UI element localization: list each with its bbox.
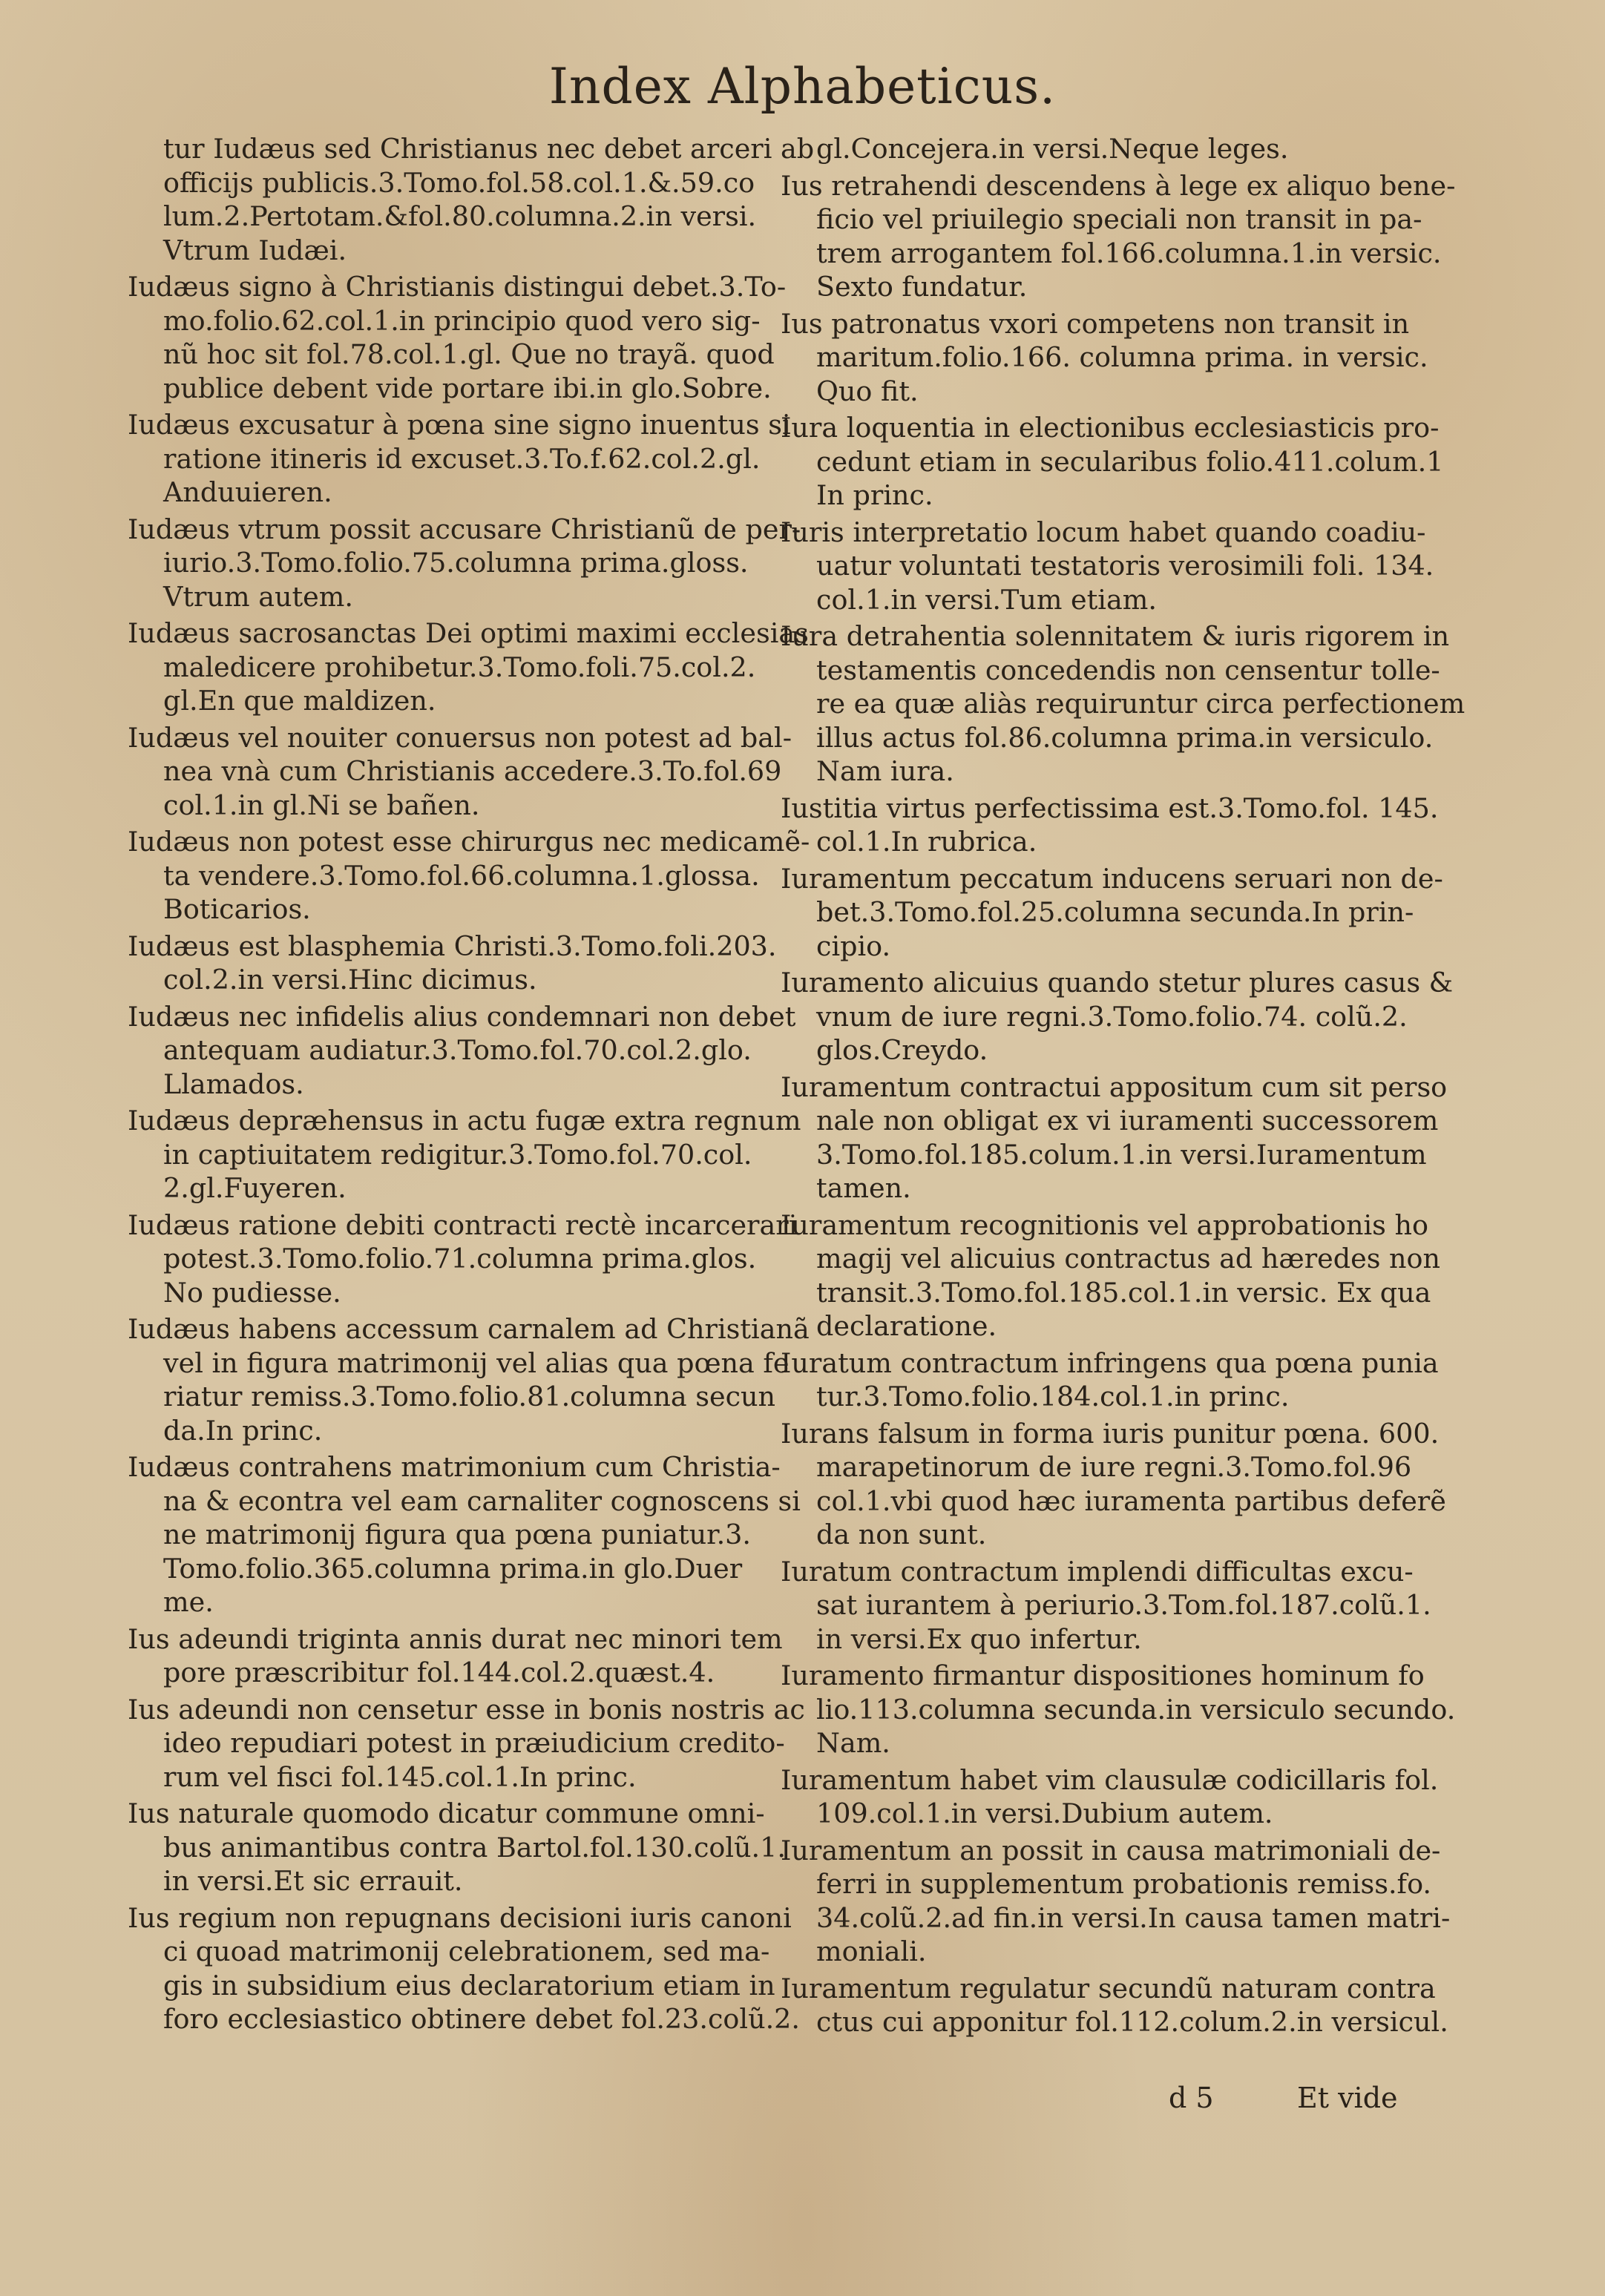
entry-line: ficio vel priuilegio speciali non transit in pa- [816, 203, 1422, 235]
entry-line: Vtrum autem. [163, 580, 353, 613]
entry-line: Iuramento alicuius quando stetur plures casus & [781, 967, 1454, 999]
entry-line: publice debent vide portare ibi.in glo.Sobre. [163, 372, 772, 404]
entry-line: Iudæus habens accessum carnalem ad Christianã [128, 1313, 810, 1345]
entry-line: marapetinorum de iure regni.3.Tomo.fol.96 [816, 1451, 1412, 1483]
index-entry [128, 1450, 801, 1619]
entry-line: antequam audiatur.3.Tomo.fol.70.col.2.glo. [163, 1034, 752, 1066]
entry-line: ctus cui apponitur fol.112.colum.2.in versicul. [816, 2006, 1448, 2038]
entry-line: tamen. [816, 1172, 911, 1204]
entry-line: col.1.vbi quod hæc iuramenta partibus deferẽ [816, 1484, 1446, 1517]
entry-line: bus animantibus contra Bartol.fol.130.colũ.1. [163, 1831, 786, 1864]
left-column [128, 132, 815, 2039]
entry-line: rum vel fisci fol.145.col.1.In princ. [163, 1760, 637, 1793]
index-entry [128, 408, 791, 510]
entry-line: Ius retrahendi descendens à lege ex aliquo bene- [781, 169, 1456, 202]
index-entry [128, 616, 809, 718]
index-entry [781, 1972, 1448, 2039]
index-entry [781, 411, 1444, 513]
entry-line: vel in figura matrimonij vel alias qua pœna fe [163, 1346, 790, 1379]
entry-line: in versi.Ex quo infertur. [816, 1622, 1142, 1655]
entry-line: vnum de iure regni.3.Tomo.folio.74. colũ.2. [816, 1000, 1408, 1033]
entry-line: nale non obligat ex vi iuramenti successorem [816, 1105, 1439, 1137]
entry-line: Ius patronatus vxori competens non transit in [781, 307, 1410, 340]
entry-line: Anduuieren. [163, 476, 332, 508]
index-entry [781, 1555, 1431, 1657]
index-entry [128, 1104, 801, 1205]
entry-line: bet.3.Tomo.fol.25.columna secunda.In prin- [816, 896, 1414, 928]
entry-line: Tomo.folio.365.columna prima.in glo.Duer [163, 1552, 743, 1585]
entry-line: illus actus fol.86.columna prima.in versiculo. [816, 721, 1434, 754]
index-entry [781, 1070, 1448, 1205]
entry-line: mo.folio.62.col.1.in principio quod vero sig- [163, 304, 761, 337]
entry-line: ferri in supplementum probationis remiss.fo. [816, 1868, 1432, 1900]
index-entry [128, 1797, 786, 1898]
entry-line: in captiuitatem redigitur.3.Tomo.fol.70.col. [163, 1138, 752, 1171]
index-entry [128, 930, 781, 997]
entry-line: glos.Creydo. [816, 1034, 988, 1066]
entry-line: Iuramento firmantur dispositiones hominum fo [781, 1659, 1425, 1691]
index-entry [128, 132, 815, 267]
entry-line: transit.3.Tomo.fol.185.col.1.in versic. Ex qua [816, 1276, 1431, 1309]
entry-line: 109.col.1.in versi.Dubium autem. [816, 1797, 1273, 1829]
index-entry [128, 270, 787, 405]
entry-line: Iudæus est blasphemia Christi.3.Tomo.foli.203. [128, 930, 777, 962]
entry-line: Sexto fundatur. [816, 271, 1028, 303]
entry-line: ratione itineris id excuset.3.To.f.62.col.2.gl. [163, 442, 761, 475]
entry-line: Iura loquentia in electionibus ecclesiasticis pro- [781, 412, 1440, 444]
right-column [781, 132, 1465, 2042]
entry-line: re ea quæ aliàs requiruntur circa perfectionem [816, 688, 1465, 720]
entry-line: Quo fit. [816, 375, 919, 407]
entry-line: Ius adeundi triginta annis durat nec minori tem [128, 1622, 783, 1655]
signature-mark: d 5 [1169, 2082, 1214, 2114]
entry-line: Ius naturale quomodo dicatur commune omni- [128, 1797, 765, 1829]
index-entry [128, 1208, 798, 1310]
entry-line: cedunt etiam in secularibus folio.411.colum.1 [816, 445, 1444, 478]
index-entry [781, 619, 1465, 789]
entry-line: Vtrum Iudæi. [163, 234, 347, 266]
entry-line: potest.3.Tomo.folio.71.columna prima.glos. [163, 1243, 757, 1274]
index-entry [781, 1346, 1439, 1414]
entry-line: Iudæus excusatur à pœna sine signo inuentus si [128, 409, 791, 441]
entry-line: Iudæus signo à Christianis distingui debet.3.To- [128, 271, 787, 303]
index-entry [781, 516, 1434, 617]
entry-line: Iuramentum regulatur secundũ naturam contra [781, 1972, 1436, 2004]
entry-line: Iudæus vtrum possit accusare Christianũ de per- [128, 513, 801, 545]
entry-line: officijs publicis.3.Tomo.fol.58.col.1.&.59.co [163, 166, 755, 199]
entry-line: col.1.in gl.Ni se bañen. [163, 789, 480, 821]
entry-line: Nam iura. [816, 755, 954, 787]
entry-line: Iudæus depræhensus in actu fugæ extra regnum [128, 1105, 801, 1137]
entry-line: Iuratum contractum implendi difficultas excu- [781, 1555, 1414, 1588]
entry-line: testamentis concedendis non censentur tolle- [816, 654, 1440, 686]
index-entry [781, 966, 1454, 1068]
entry-line: iurio.3.Tomo.folio.75.columna prima.gloss. [163, 547, 749, 579]
entry-line: tur.3.Tomo.folio.184.col.1.in princ. [816, 1381, 1290, 1412]
entry-line: cipio. [816, 930, 891, 962]
entry-line: Iura detrahentia solennitatem & iuris rigorem in [781, 620, 1450, 652]
entry-line: pore præscribitur fol.144.col.2.quæst.4. [163, 1657, 715, 1688]
entry-line: da non sunt. [816, 1519, 987, 1550]
entry-line: Ius adeundi non censetur esse in bonis nostris ac [128, 1693, 805, 1726]
entry-line: No pudiesse. [163, 1276, 341, 1309]
index-entry [781, 1417, 1446, 1552]
entry-line: Iudæus contrahens matrimonium cum Christia- [128, 1451, 781, 1483]
index-entry [781, 1659, 1456, 1760]
entry-line: ideo repudiari potest in præiudicium credito- [163, 1727, 785, 1759]
index-entry [128, 1312, 810, 1447]
entry-line: col.1.In rubrica. [816, 826, 1037, 858]
entry-line: lio.113.columna secunda.in versiculo secundo. [816, 1693, 1456, 1726]
index-entry [128, 1622, 781, 1690]
entry-line: Iurans falsum in forma iuris punitur pœna. 600. [781, 1417, 1440, 1450]
entry-line: na & econtra vel eam carnaliter cognoscens si [163, 1484, 801, 1517]
entry-line: sat iurantem à periurio.3.Tom.fol.187.colũ.1. [816, 1589, 1431, 1621]
entry-line: col.1.in versi.Tum etiam. [816, 583, 1157, 616]
entry-line: 3.Tomo.fol.185.colum.1.in versi.Iuramentum [816, 1138, 1427, 1171]
entry-line: Iuris interpretatio locum habet quando coadiu- [781, 516, 1426, 548]
entry-line: Iudæus ratione debiti contracti rectè incarcerari [128, 1208, 798, 1241]
entry-line: ci quoad matrimonij celebrationem, sed ma- [163, 1935, 770, 1967]
index-entry [128, 825, 810, 927]
index-entry [781, 307, 1428, 409]
entry-line: Nam. [816, 1727, 890, 1759]
entry-line: Ius regium non repugnans decisioni iuris canoni [128, 1901, 792, 1934]
index-entry [781, 1763, 1439, 1831]
entry-line: Llamados. [163, 1068, 304, 1100]
index-entry [781, 169, 1456, 304]
entry-line: uatur voluntati testatoris verosimili foli. 134. [816, 550, 1434, 582]
entry-line: col.2.in versi.Hinc dicimus. [163, 964, 537, 996]
entry-line: Iudæus vel nouiter conuersus non potest ad bal- [128, 721, 792, 754]
entry-line: gis in subsidium eius declaratorium etiam in [163, 1969, 775, 2001]
entry-line: 2.gl.Fuyeren. [163, 1172, 347, 1204]
entry-line: Iuramentum an possit in causa matrimoniali de- [781, 1834, 1441, 1866]
page-title: Index Alphabeticus. [548, 58, 1057, 115]
entry-line: trem arrogantem fol.166.columna.1.in versic. [816, 237, 1442, 269]
entry-line: gl.Concejera.in versi.Neque leges. [816, 133, 1289, 165]
entry-line: da.In princ. [163, 1414, 323, 1447]
entry-line: Iudæus non potest esse chirurgus nec medicamẽ- [128, 826, 810, 858]
entry-line: tur Iudæus sed Christianus nec debet arceri ab [163, 133, 815, 165]
entry-line: Iustitia virtus perfectissima est.3.Tomo.fol. 145. [781, 792, 1439, 824]
index-entry [781, 862, 1443, 964]
entry-line: Iudæus sacrosanctas Dei optimi maximi ecclesias [128, 617, 809, 649]
entry-line: magij vel alicuius contractus ad hæredes non [816, 1243, 1441, 1274]
entry-line: lum.2.Pertotam.&fol.80.columna.2.in versi. [163, 200, 757, 232]
index-entry [128, 1693, 805, 1795]
entry-line: riatur remiss.3.Tomo.folio.81.columna secun [163, 1381, 776, 1412]
index-entry [781, 1834, 1451, 1969]
entry-line: Boticarios. [163, 893, 311, 925]
entry-line: foro ecclesiastico obtinere debet fol.23.colũ.2. [163, 2003, 800, 2035]
entry-line: declaratione. [816, 1310, 997, 1342]
index-entry [128, 1000, 796, 1102]
entry-line: moniali. [816, 1935, 927, 1967]
entry-line: gl.En que maldizen. [163, 685, 436, 717]
index-entry [781, 132, 1419, 166]
index-entry [128, 721, 792, 823]
entry-line: In princ. [816, 479, 933, 511]
index-entry [781, 1208, 1441, 1343]
entry-line: Iuratum contractum infringens qua pœna punia [781, 1346, 1439, 1379]
entry-line: Iuramentum contractui appositum cum sit perso [781, 1070, 1448, 1103]
entry-line: Iuramentum habet vim clausulæ codicillaris fol. [781, 1763, 1439, 1796]
catchword: Et vide [1297, 2082, 1398, 2114]
entry-line: Iudæus nec infidelis alius condemnari non debet [128, 1000, 796, 1033]
entry-line: maledicere prohibetur.3.Tomo.foli.75.col.2. [163, 651, 756, 683]
entry-line: Iuramentum peccatum inducens seruari non de- [781, 862, 1443, 895]
index-entry [128, 1901, 800, 2036]
entry-line: maritum.folio.166. columna prima. in versic. [816, 341, 1428, 373]
entry-line: ta vendere.3.Tomo.fol.66.columna.1.glossa. [163, 859, 760, 892]
entry-line: nũ hoc sit fol.78.col.1.gl. Que no trayã. quod [163, 338, 775, 370]
index-entry [781, 792, 1439, 859]
entry-line: nea vnà cum Christianis accedere.3.To.fol.69 [163, 755, 782, 787]
entry-line: me. [163, 1586, 214, 1618]
index-entry [128, 513, 801, 614]
entry-line: ne matrimonij figura qua pœna puniatur.3. [163, 1519, 752, 1550]
entry-line: in versi.Et sic errauit. [163, 1865, 463, 1897]
entry-line: 34.colũ.2.ad fin.in versi.In causa tamen matri- [816, 1901, 1451, 1934]
entry-line: Iuramentum recognitionis vel approbationis ho [781, 1208, 1428, 1241]
